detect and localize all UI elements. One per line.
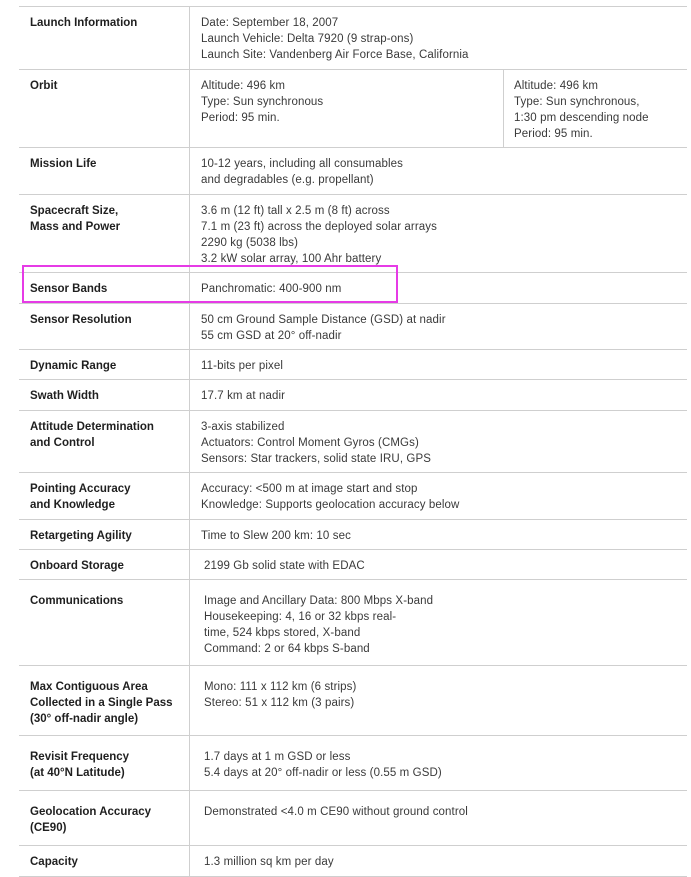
- row-label-line: (30° off-nadir angle): [30, 713, 139, 725]
- row-label-line: Max Contiguous Area: [30, 681, 148, 693]
- value-line: 55 cm GSD at 20° off-nadir: [201, 330, 342, 342]
- row-value: [190, 411, 687, 472]
- row-label: [19, 550, 190, 579]
- row-label-line: Launch Information: [30, 17, 138, 29]
- table-row-swath-width: [19, 380, 687, 411]
- row-value: [190, 273, 687, 303]
- value-line: Actuators: Control Moment Gyros (CMGs): [201, 437, 419, 449]
- value-line: Housekeeping: 4, 16 or 32 kbps real-: [204, 611, 397, 623]
- value-line: 1.7 days at 1 m GSD or less: [204, 751, 351, 763]
- row-label-line: Sensor Resolution: [30, 314, 132, 326]
- value-line: Demonstrated <4.0 m CE90 without ground control: [204, 806, 468, 818]
- orbit-value-right: [504, 70, 687, 147]
- row-label: [19, 148, 190, 194]
- row-label: [19, 580, 190, 665]
- value-line: Panchromatic: 400-900 nm: [201, 283, 342, 295]
- value-line: 11-bits per pixel: [201, 360, 284, 372]
- value-line: Type: Sun synchronous,: [514, 96, 640, 108]
- value-line: Accuracy: <500 m at image start and stop: [201, 483, 418, 495]
- row-label-line: Collected in a Single Pass: [30, 697, 173, 709]
- table-row-capacity: [19, 846, 687, 877]
- table-row-dynamic-range: [19, 350, 687, 380]
- value-line: Type: Sun synchronous: [201, 96, 324, 108]
- row-label: [19, 666, 190, 735]
- value-line: 50 cm Ground Sample Distance (GSD) at nadir: [201, 314, 446, 326]
- value-line: 2199 Gb solid state with EDAC: [204, 560, 365, 572]
- row-label-line: Communications: [30, 595, 124, 607]
- row-label-line: Orbit: [30, 80, 58, 92]
- value-line: and degradables (e.g. propellant): [201, 174, 374, 186]
- row-label: [19, 791, 190, 845]
- row-label: [19, 520, 190, 549]
- row-label-line: Spacecraft Size,: [30, 205, 119, 217]
- row-value: [190, 70, 687, 147]
- table-row-launch-information: [19, 7, 687, 70]
- row-label: [19, 195, 190, 272]
- value-line: 10-12 years, including all consumables: [201, 158, 403, 170]
- table-row-communications: [19, 580, 687, 666]
- row-label-line: (at 40°N Latitude): [30, 767, 125, 779]
- table-row-retargeting-agility: [19, 520, 687, 550]
- value-line: Time to Slew 200 km: 10 sec: [201, 530, 351, 542]
- row-value: [190, 350, 687, 379]
- value-line: 5.4 days at 20° off-nadir or less (0.55 m GSD): [204, 767, 442, 779]
- value-line: Image and Ancillary Data: 800 Mbps X-band: [204, 595, 434, 607]
- row-label: [19, 846, 190, 876]
- row-label-line: Mass and Power: [30, 221, 121, 233]
- value-line: Date: September 18, 2007: [201, 17, 339, 29]
- value-line: 1.3 million sq km per day: [204, 856, 334, 868]
- value-line: Mono: 111 x 112 km (6 strips): [204, 681, 357, 693]
- row-label-line: Geolocation Accuracy: [30, 806, 152, 818]
- row-label-line: (CE90): [30, 822, 67, 834]
- row-value: [190, 550, 687, 579]
- row-value: [190, 195, 687, 272]
- row-label-line: and Knowledge: [30, 499, 115, 511]
- value-line: 3.6 m (12 ft) tall x 2.5 m (8 ft) across: [201, 205, 390, 217]
- table-row-pointing-accuracy: [19, 473, 687, 520]
- value-line: 1:30 pm descending node: [514, 112, 649, 124]
- table-row-onboard-storage: [19, 550, 687, 580]
- value-line: 17.7 km at nadir: [201, 390, 286, 402]
- value-line: Command: 2 or 64 kbps S-band: [204, 643, 370, 655]
- table-row-orbit: [19, 70, 687, 148]
- value-line: Knowledge: Supports geolocation accuracy below: [201, 499, 460, 511]
- row-label: [19, 411, 190, 472]
- row-label: [19, 736, 190, 790]
- row-label: [19, 70, 190, 147]
- table-row-mission-life: [19, 148, 687, 195]
- row-label: [19, 273, 190, 303]
- row-value: [190, 7, 687, 69]
- row-label-line: Mission Life: [30, 158, 97, 170]
- row-value: [190, 520, 687, 549]
- row-value: [190, 736, 687, 790]
- row-value: [190, 580, 687, 665]
- row-value: [190, 666, 687, 735]
- row-label: [19, 350, 190, 379]
- row-label-line: Attitude Determination: [30, 421, 154, 433]
- row-label-line: Capacity: [30, 856, 78, 868]
- table-row-max-contiguous-area: [19, 666, 687, 736]
- row-value: [190, 791, 687, 845]
- value-line: Altitude: 496 km: [201, 80, 286, 92]
- row-label-line: Onboard Storage: [30, 560, 124, 572]
- table-row-sensor-bands: [19, 273, 687, 304]
- row-label: [19, 473, 190, 519]
- table-row-geolocation-accuracy: [19, 791, 687, 846]
- row-label-line: Sensor Bands: [30, 283, 108, 295]
- value-line: 3-axis stabilized: [201, 421, 285, 433]
- row-label: [19, 304, 190, 349]
- value-line: Stereo: 51 x 112 km (3 pairs): [204, 697, 355, 709]
- row-label: [19, 7, 190, 69]
- value-line: Launch Site: Vandenberg Air Force Base, California: [201, 49, 469, 61]
- row-value: [190, 473, 687, 519]
- table-row-spacecraft-size: [19, 195, 687, 273]
- row-value: [190, 380, 687, 410]
- row-label-line: and Control: [30, 437, 95, 449]
- row-label-line: Pointing Accuracy: [30, 483, 131, 495]
- row-value: [190, 846, 687, 876]
- table-row-revisit-frequency: [19, 736, 687, 791]
- value-line: 7.1 m (23 ft) across the deployed solar arrays: [201, 221, 437, 233]
- value-line: Launch Vehicle: Delta 7920 (9 strap-ons): [201, 33, 414, 45]
- value-line: time, 524 kbps stored, X-band: [204, 627, 361, 639]
- row-label-line: Retargeting Agility: [30, 530, 132, 542]
- table-row-sensor-resolution: [19, 304, 687, 350]
- value-line: Period: 95 min.: [201, 112, 280, 124]
- row-label-line: Revisit Frequency: [30, 751, 130, 763]
- value-line: Sensors: Star trackers, solid state IRU, GPS: [201, 453, 432, 465]
- row-value: [190, 304, 687, 349]
- row-label-line: Swath Width: [30, 390, 99, 402]
- orbit-value-left: [190, 70, 504, 147]
- value-line: 3.2 kW solar array, 100 Ahr battery: [201, 253, 382, 265]
- row-value: [190, 148, 687, 194]
- value-line: 2290 kg (5038 lbs): [201, 237, 299, 249]
- spec-table: [19, 6, 687, 877]
- value-line: Altitude: 496 km: [514, 80, 599, 92]
- table-row-attitude-determination: [19, 411, 687, 473]
- row-label: [19, 380, 190, 410]
- value-line: Period: 95 min.: [514, 128, 593, 140]
- row-label-line: Dynamic Range: [30, 360, 117, 372]
